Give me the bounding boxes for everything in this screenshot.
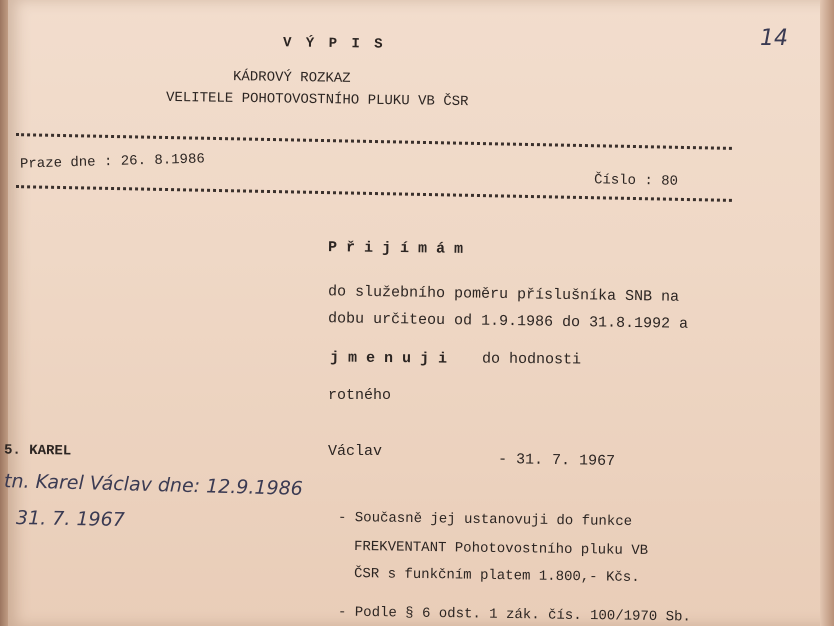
document-title: V Ý P I S [282, 35, 386, 53]
assignment-line-function: - Současně jej ustanovuji do funkce [337, 509, 633, 531]
page-number-handwritten: 14 [760, 26, 788, 51]
place-date: Praze dne : 26. 8.1986 [19, 151, 206, 173]
body-line-period: dobu určiteou od 1.9.1986 do 31.8.1992 a [327, 310, 689, 333]
document-subtitle-commander: VELITELE POHOTOVOSTNÍHO PLUKU VB ČSR [165, 89, 469, 111]
assignment-line-salary: ČSR s funkčním platem 1.800,- Kčs. [353, 566, 640, 586]
document-subtitle-order: KÁDROVÝ ROZKAZ [232, 69, 351, 87]
accept-heading: P ř i j í m á m [327, 239, 464, 258]
order-number: Číslo : 80 [593, 172, 679, 190]
assignment-line-law: - Podle § 6 odst. 1 zák. čís. 100/1970 Sb. [337, 604, 691, 626]
page-edge [820, 0, 834, 626]
assignment-line-role: FREKVENTANT Pohotovostního pluku VB [353, 538, 649, 560]
person-index-surname: 5. KAREL [3, 442, 72, 460]
person-birth-date: - 31. 7. 1967 [497, 450, 616, 471]
rank-value: rotného [328, 387, 392, 404]
appoint-spaced: j m e n u j i [329, 349, 448, 368]
person-first-name: Václav [328, 443, 383, 460]
appoint-rank-label: do hodnosti [481, 350, 582, 369]
body-line-service: do služebního poměru příslušníka SNB na [327, 283, 680, 306]
handwritten-note-name-date: tn. Karel Václav dne: 12.9.1986 [3, 470, 304, 500]
handwritten-note-birth: 31. 7. 1967 [15, 507, 125, 531]
